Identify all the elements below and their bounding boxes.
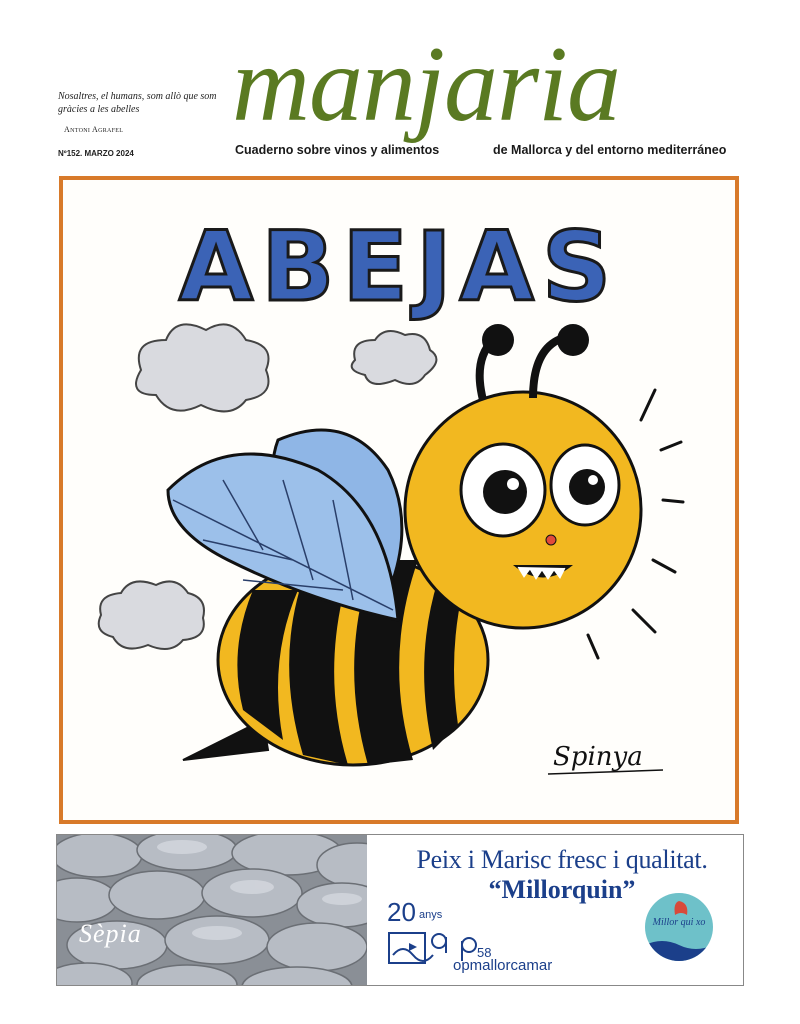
- cover-illustration: [59, 176, 739, 824]
- bee-drawing: [63, 180, 735, 820]
- cuttlefish-photo: [57, 835, 367, 985]
- ad-headline: Peix i Marisc fresc i qualitat.: [416, 845, 708, 874]
- artist-signature: Spinya: [553, 742, 643, 772]
- logo-text: Millor qui xo: [652, 917, 706, 928]
- org-handle: opmallorcamar: [453, 957, 553, 974]
- millorquixo-logo: [645, 893, 713, 961]
- header-quote: Nosaltres, el humans, som allò que som gràcies a les abelles: [58, 91, 217, 115]
- cloud-icon: [99, 581, 204, 649]
- masthead-title: manjaria: [232, 25, 621, 144]
- cover-title: ABEJAS: [178, 211, 620, 323]
- bee-head: [405, 324, 641, 628]
- masthead-subtitle-left: Cuaderno sobre vinos y alimentos: [235, 143, 440, 157]
- ad-banner[interactable]: [56, 834, 744, 986]
- ad-brand: “Millorquin”: [488, 875, 636, 904]
- years-word: anys: [419, 909, 443, 921]
- photo-label: Sèpia: [79, 919, 142, 948]
- cloud-icon: [352, 331, 437, 384]
- issue-number: Nº152. MARZO 2024: [58, 149, 134, 158]
- org-number: 58: [477, 945, 492, 960]
- years-number: 20: [387, 897, 416, 927]
- masthead-subtitle-right: de Mallorca y del entorno mediterráneo: [493, 143, 727, 157]
- cloud-icon: [136, 324, 269, 411]
- quote-author: Antoni Agrafel: [64, 125, 124, 134]
